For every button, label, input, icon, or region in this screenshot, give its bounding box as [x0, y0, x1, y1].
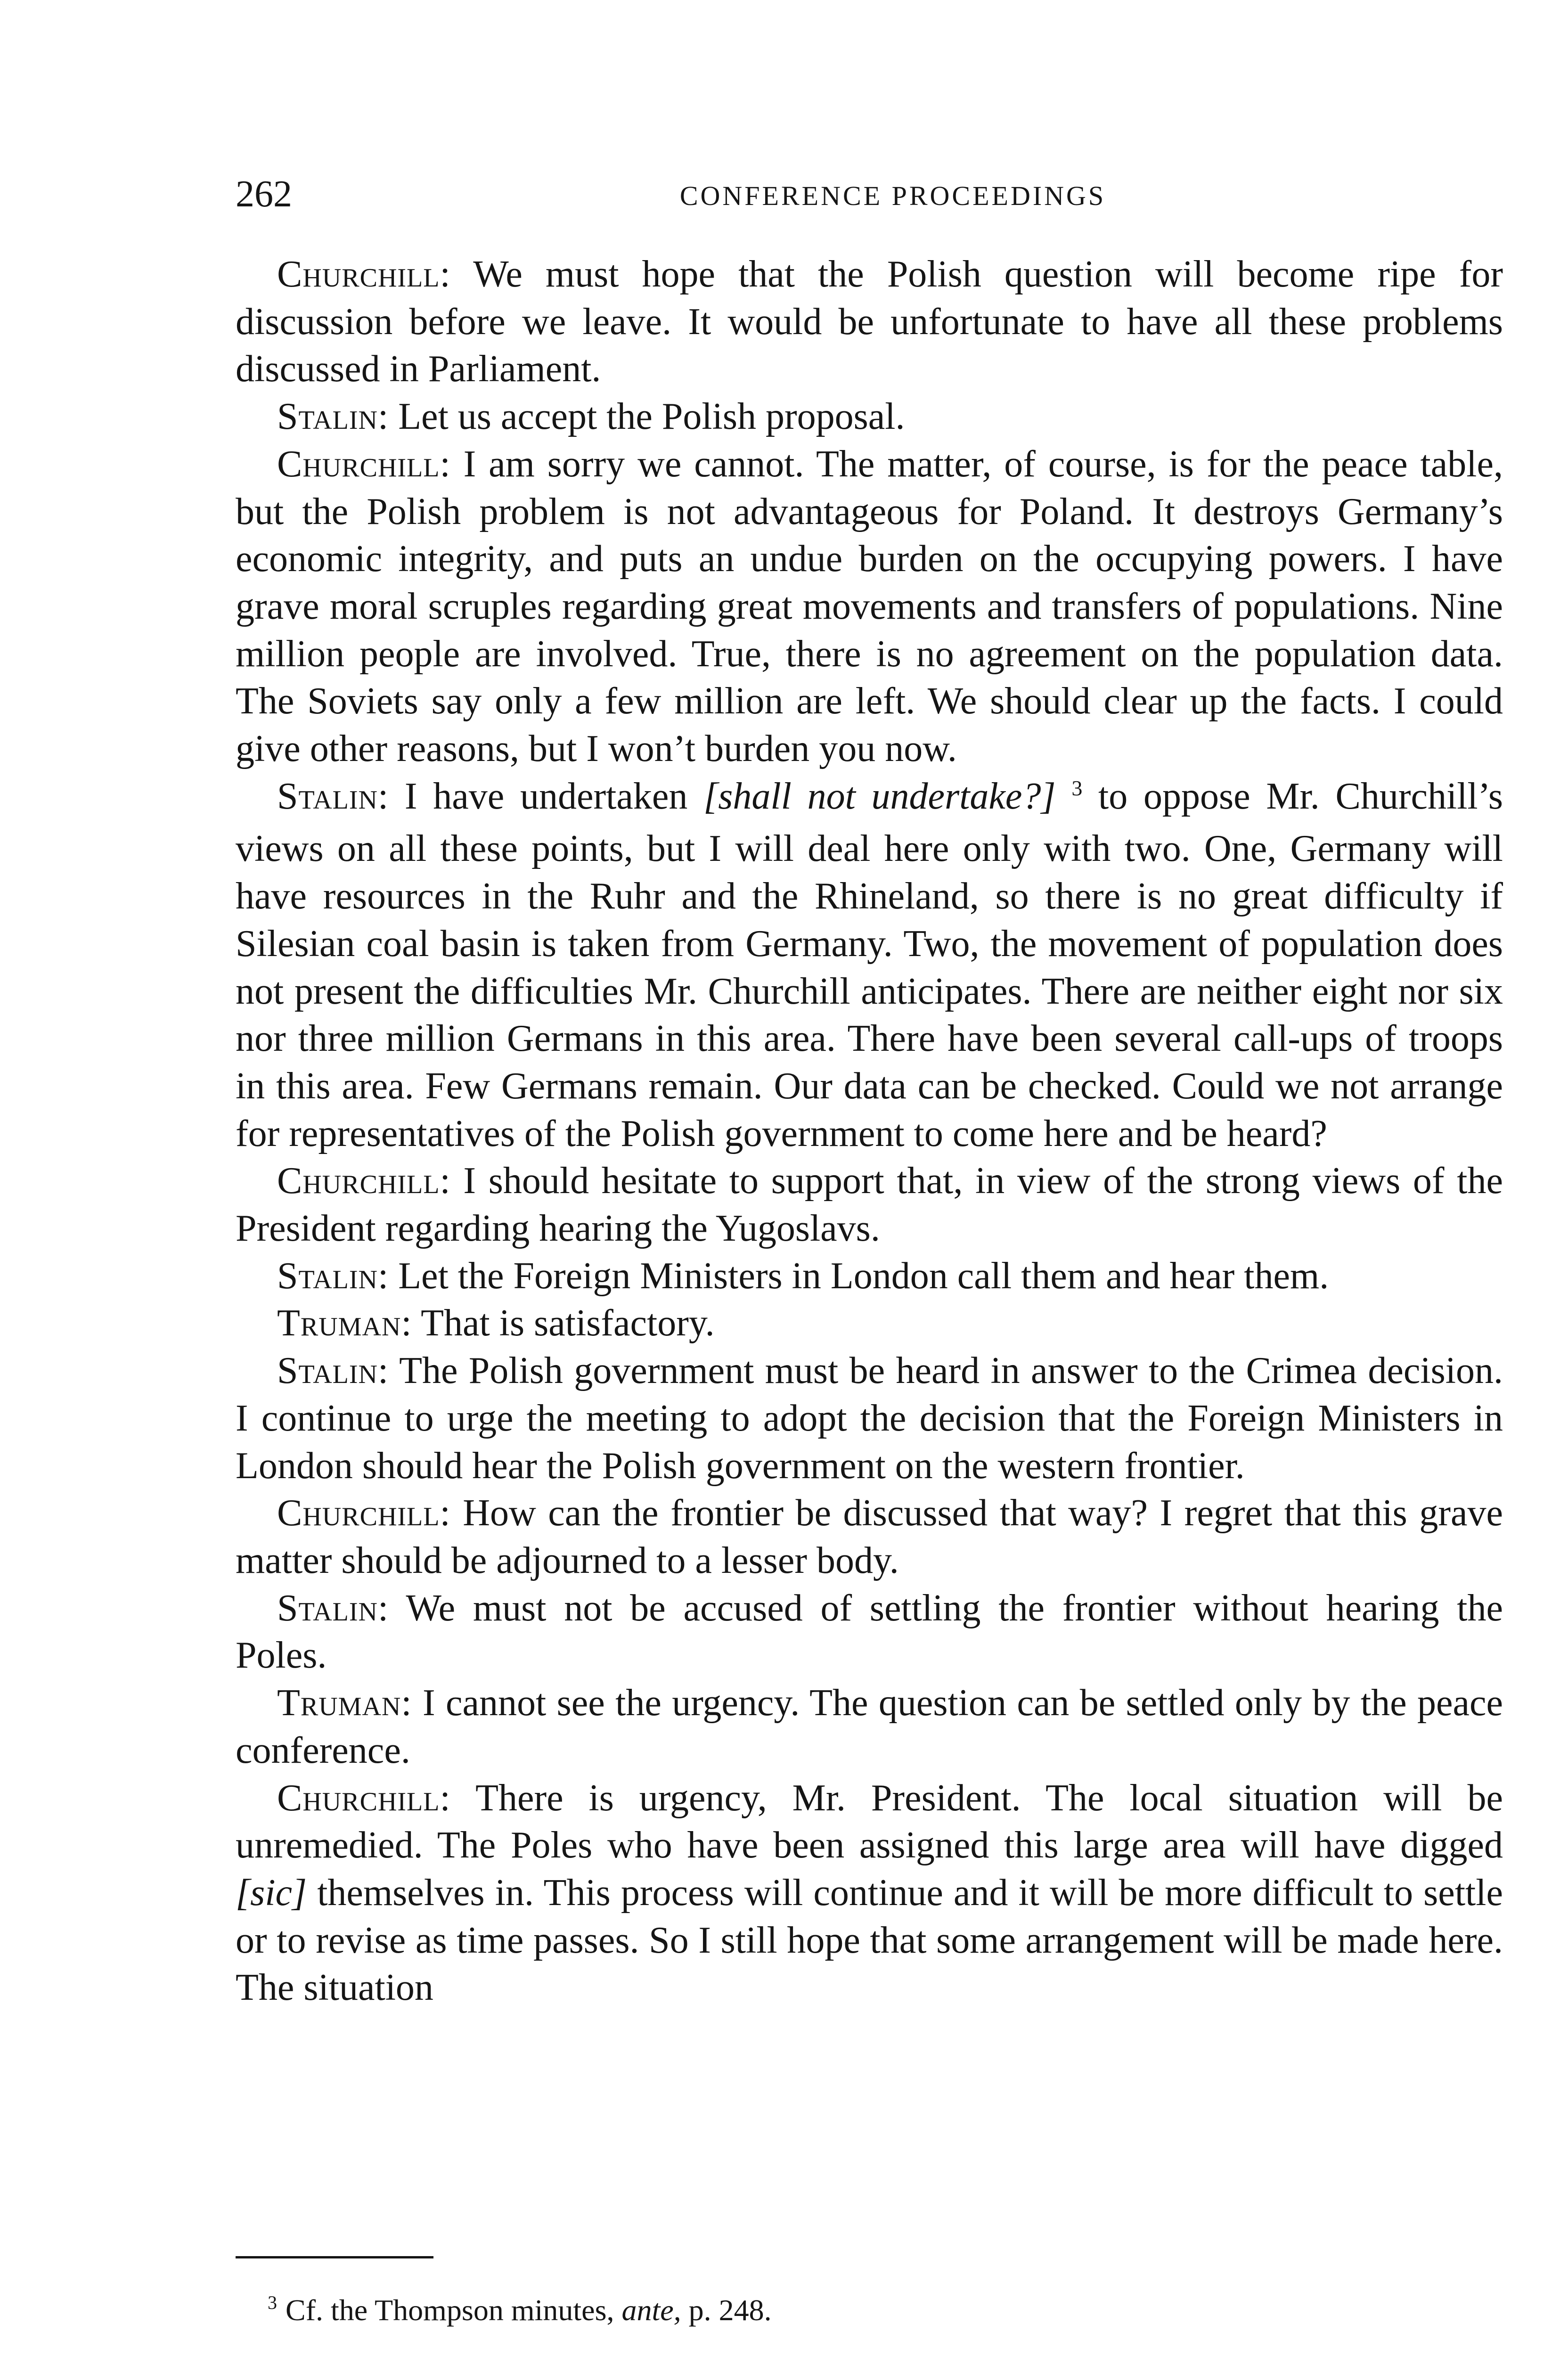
footnote-text: Cf. the Thompson minutes, [286, 2293, 622, 2327]
paragraph-text: The Polish government must be heard in answer to the Crimea decision. I continue to urge the meeting to adopt the decision that the Foreign Ministers in London should hear the Polish government on the western frontier. [236, 1350, 1503, 1487]
footnote-ref-number: 3 [1071, 776, 1083, 800]
footnote-text: p. 248. [681, 2293, 772, 2327]
speaker-name: Truman: [277, 1302, 412, 1344]
speaker-name: Churchill: [277, 1160, 451, 1202]
paragraph-truman-2 [236, 1679, 1503, 1774]
footnote-number: 3 [268, 2292, 277, 2313]
paragraph-text: themselves in. This process will continue and it will be more difficult to settle or to revise as time passes. So I still hope that some arrangement will be made here. The situation [236, 1872, 1503, 2009]
speaker-name: Stalin: [277, 1587, 389, 1629]
paragraph-stalin-4 [236, 1347, 1503, 1489]
paragraph-churchill-1 [236, 251, 1503, 393]
paragraph-text: That is satisfactory. [412, 1302, 715, 1344]
footnote-divider [236, 2256, 433, 2258]
running-head [236, 175, 1503, 222]
footnote-italic-text: ante, [621, 2293, 681, 2327]
paragraph-churchill-2 [236, 441, 1503, 773]
paragraph-text: I cannot see the urgency. The question can be settled only by the peace conference. [236, 1682, 1503, 1771]
paragraph-churchill-3 [236, 1157, 1503, 1252]
paragraph-text: I should hesitate to support that, in view of the strong views of the President regarding hearing the Yugoslavs. [236, 1160, 1503, 1250]
page-number: 262 [236, 173, 292, 215]
editorial-insertion: [shall not undertake?] [703, 775, 1056, 817]
paragraph-text: There is urgency, Mr. President. The local situation will be unremedied. The Poles who have been assigned this large area will have digged [236, 1777, 1503, 1866]
body-text [236, 251, 1503, 2012]
footnote-reference [1056, 776, 1083, 817]
paragraph-stalin-2 [236, 773, 1503, 1158]
paragraph-stalin-1 [236, 393, 1503, 441]
speaker-name: Stalin: [277, 1350, 389, 1392]
paragraph-churchill-4 [236, 1489, 1503, 1584]
running-title: CONFERENCE PROCEEDINGS [679, 180, 1106, 211]
paragraph-stalin-3 [236, 1252, 1503, 1300]
editorial-insertion: [sic] [236, 1872, 307, 1914]
paragraph-text: We must hope that the Polish question will become ripe for discussion before we leave. It would be unfortunate to have all these problems discussed in Parliament. [236, 254, 1503, 390]
speaker-name: Churchill: [277, 1492, 451, 1534]
speaker-name: Truman: [277, 1682, 412, 1724]
speaker-name: Churchill: [277, 1777, 451, 1819]
footnote [268, 2294, 772, 2331]
paragraph-text: Let us accept the Polish proposal. [389, 396, 905, 438]
paragraph-text: How can the frontier be discussed that way? I regret that this grave matter should be adjourned to a lesser body. [236, 1492, 1503, 1581]
paragraph-text: We must not be accused of settling the frontier without hearing the Poles. [236, 1587, 1503, 1677]
paragraph-truman-1 [236, 1300, 1503, 1347]
speaker-name: Stalin: [277, 775, 389, 817]
paragraph-text: to oppose Mr. Churchill’s views on all these points, but I will deal here only with two. One, Germany will have resources in the Ruhr and the Rhineland, so there is no great difficulty if Silesian coal basin is taken from Germany. Two, the movement of population does not present the difficulties Mr. Churchill anticipates. There are neither eight nor six nor three million Germans in this area. There have been several call-ups of troops in this area. Few Germans remain. Our data can be checked. Could we not arrange for representatives of the Polish government to come here and be heard? [236, 775, 1503, 1154]
paragraph-text: I have undertaken [389, 775, 704, 817]
speaker-name: Churchill: [277, 254, 451, 295]
paragraph-text: I am sorry we cannot. The matter, of course, is for the peace table, but the Polish problem is not advantageous for Poland. It destroys Germany’s economic integrity, and puts an undue burden on the occupying powers. I have grave moral scruples regarding great movements and transfers of populations. Nine million people are involved. True, there is no agreement on the population data. The Soviets say only a few million are left. We should clear up the facts. I could give other reasons, but I won’t burden you now. [236, 443, 1503, 770]
speaker-name: Churchill: [277, 443, 451, 485]
speaker-name: Stalin: [277, 1255, 389, 1297]
paragraph-text: Let the Foreign Ministers in London call them and hear them. [389, 1255, 1329, 1297]
paragraph-stalin-5 [236, 1585, 1503, 1679]
speaker-name: Stalin: [277, 396, 389, 438]
paragraph-churchill-5 [236, 1775, 1503, 2012]
